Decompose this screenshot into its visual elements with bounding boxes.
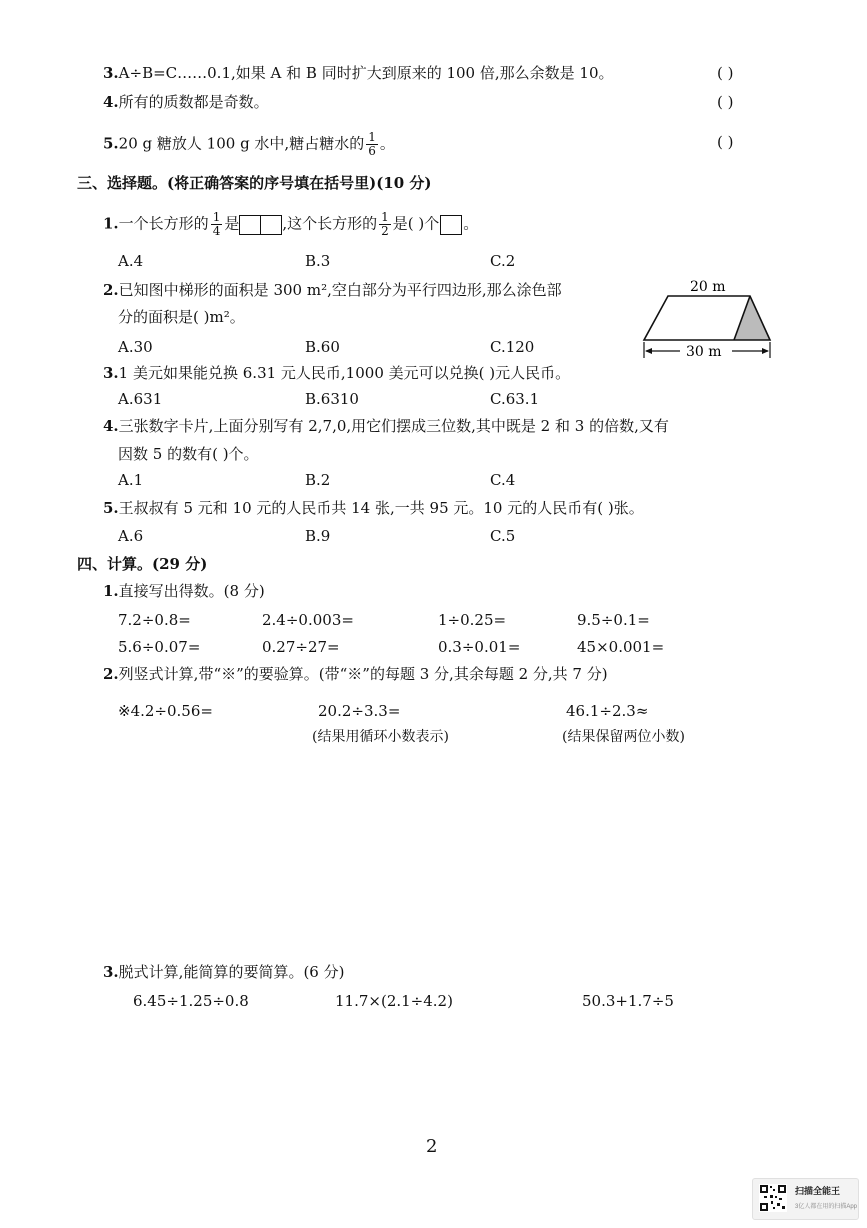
section4-title: 四、计算。(29 分) [77,555,208,573]
choice-q1-text-e: 。 [463,214,479,233]
choice-q5-option-a[interactable]: A.6 [118,527,144,545]
figure-top-label: 20 m [690,279,726,295]
stepwise-calc-item: 50.3+1.7÷5 [582,992,674,1010]
vertical-calc-note: (结果保留两位小数) [562,729,685,745]
two-squares-figure [239,215,282,235]
choice-q4-option-a[interactable]: A.1 [118,471,144,489]
choice-q1-number: 1. [103,214,119,233]
oral-calc-item: 45×0.001= [577,638,665,656]
oral-calc-item: 5.6÷0.07= [118,638,201,656]
section3-title: 三、选择题。(将正确答案的序号填在括号里)(10 分) [77,174,432,192]
judge-q5-number: 5. [103,134,119,153]
judge-q3-text: A÷B=C……0.1,如果 A 和 B 同时扩大到原来的 100 倍,那么余数是 10。 [118,64,614,82]
judge-q5-answer-paren[interactable]: ( ) [717,133,734,151]
fraction-numerator: 1 [212,210,221,224]
choice-q4-text-1: 三张数字卡片,上面分别写有 2,7,0,用它们摆成三位数,其中既是 2 和 3 的倍数,又有 [118,417,669,435]
choice-q3-text: 1 美元如果能兑换 6.31 元人民币,1000 美元可以兑换( )元人民币。 [118,364,571,382]
choice-q4-line2: 因数 5 的数有( )个。 [118,445,259,463]
oral-calc-item: 1÷0.25= [438,611,507,629]
calc-part3-text: 脱式计算,能简算的要简算。(6 分) [118,963,345,981]
choice-q1-text-c: ,这个长方形的 [282,214,378,233]
fraction-denominator: 4 [212,224,221,238]
judge-q3-answer-paren[interactable]: ( ) [717,64,734,82]
judge-q4-number: 4. [103,93,119,111]
calc-part1-number: 1. [103,582,119,600]
judge-q5 [103,131,395,158]
calc-part3-number: 3. [103,963,119,981]
choice-q1-fraction-2 [379,211,391,238]
choice-q3-option-a[interactable]: A.631 [118,390,163,408]
choice-q1-option-a[interactable]: A.4 [118,252,144,270]
calc-part2-number: 2. [103,665,119,683]
choice-q5 [103,497,644,519]
choice-q4-option-c[interactable]: C.4 [490,471,516,489]
fraction-denominator: 6 [368,144,376,158]
choice-q1-text-d: 是( )个 [392,214,440,233]
judge-q4 [103,91,269,113]
choice-q4-number: 4. [103,417,119,435]
calc-part3-title [103,961,344,983]
choice-q2-text-1: 已知图中梯形的面积是 300 m²,空白部分为平行四边形,那么涂色部 [118,281,562,299]
choice-q1-text-b: 是 [224,214,240,233]
judge-q5-fraction [366,131,378,158]
choice-q2-line1 [103,279,562,301]
choice-q5-option-b[interactable]: B.9 [305,527,331,545]
oral-calc-item: 9.5÷0.1= [577,611,650,629]
calc-part2-title [103,663,608,685]
judge-q4-text: 所有的质数都是奇数。 [118,93,269,111]
vertical-calc-note: (结果用循环小数表示) [312,729,449,745]
choice-q5-number: 5. [103,499,119,517]
vertical-calc-item: 20.2÷3.3= [318,702,401,720]
stepwise-calc-item: 11.7×(2.1÷4.2) [335,992,453,1010]
oral-calc-item: 7.2÷0.8= [118,611,191,629]
choice-q2-number: 2. [103,281,119,299]
stepwise-calc-item: 6.45÷1.25÷0.8 [133,992,249,1010]
choice-q5-text: 王叔叔有 5 元和 10 元的人民币共 14 张,一共 95 元。10 元的人民币有( )张。 [118,499,644,517]
arrow-left-icon [645,348,652,354]
square-shape [440,215,462,235]
figure-bottom-label: 30 m [686,344,722,360]
choice-q1-option-b[interactable]: B.3 [305,252,331,270]
judge-q3 [103,62,613,84]
shaded-triangle [734,296,770,340]
badge-title: 扫描全能王 [795,1186,841,1196]
judge-q5-text-end: 。 [379,134,395,153]
judge-q3-number: 3. [103,64,119,82]
choice-q3 [103,362,570,384]
choice-q2-option-c[interactable]: C.120 [490,338,535,356]
choice-q2-line2: 分的面积是( )m²。 [118,308,245,326]
vertical-calc-item: 46.1÷2.3≈ [566,702,649,720]
calc-part2-text: 列竖式计算,带“※”的要验算。(带“※”的每题 3 分,其余每题 2 分,共 7 分) [118,665,608,683]
page-number: 2 [426,1136,438,1157]
square-shape [239,215,261,235]
oral-calc-item: 2.4÷0.003= [262,611,354,629]
vertical-calc-item: ※4.2÷0.56= [118,702,213,720]
judge-q4-answer-paren[interactable]: ( ) [717,93,734,111]
badge-subtitle: 3亿人都在用的扫描App [795,1204,858,1210]
choice-q2-option-b[interactable]: B.60 [305,338,340,356]
calc-part1-title [103,580,265,602]
trapezoid-figure [638,274,778,364]
scanner-watermark-badge [752,1178,859,1220]
choice-q4-line1 [103,415,669,437]
arrow-right-icon [762,348,769,354]
qr-code-icon [759,1184,787,1212]
oral-calc-item: 0.3÷0.01= [438,638,521,656]
fraction-numerator: 1 [381,210,389,224]
choice-q4-option-b[interactable]: B.2 [305,471,331,489]
oral-calc-item: 0.27÷27= [262,638,340,656]
choice-q1-option-c[interactable]: C.2 [490,252,516,270]
calc-part1-text: 直接写出得数。(8 分) [118,582,265,600]
fraction-denominator: 2 [381,224,389,238]
choice-q5-option-c[interactable]: C.5 [490,527,516,545]
choice-q1-text-a: 一个长方形的 [118,214,209,233]
choice-q3-option-b[interactable]: B.6310 [305,390,359,408]
choice-q2-option-a[interactable]: A.30 [118,338,153,356]
judge-q5-text: 20 g 糖放人 100 g 水中,糖占糖水的 [118,134,365,153]
choice-q1-fraction-1 [211,211,223,238]
choice-q1 [103,211,478,238]
choice-q3-number: 3. [103,364,119,382]
choice-q3-option-c[interactable]: C.63.1 [490,390,540,408]
fraction-numerator: 1 [368,130,376,144]
square-shape [261,215,282,235]
